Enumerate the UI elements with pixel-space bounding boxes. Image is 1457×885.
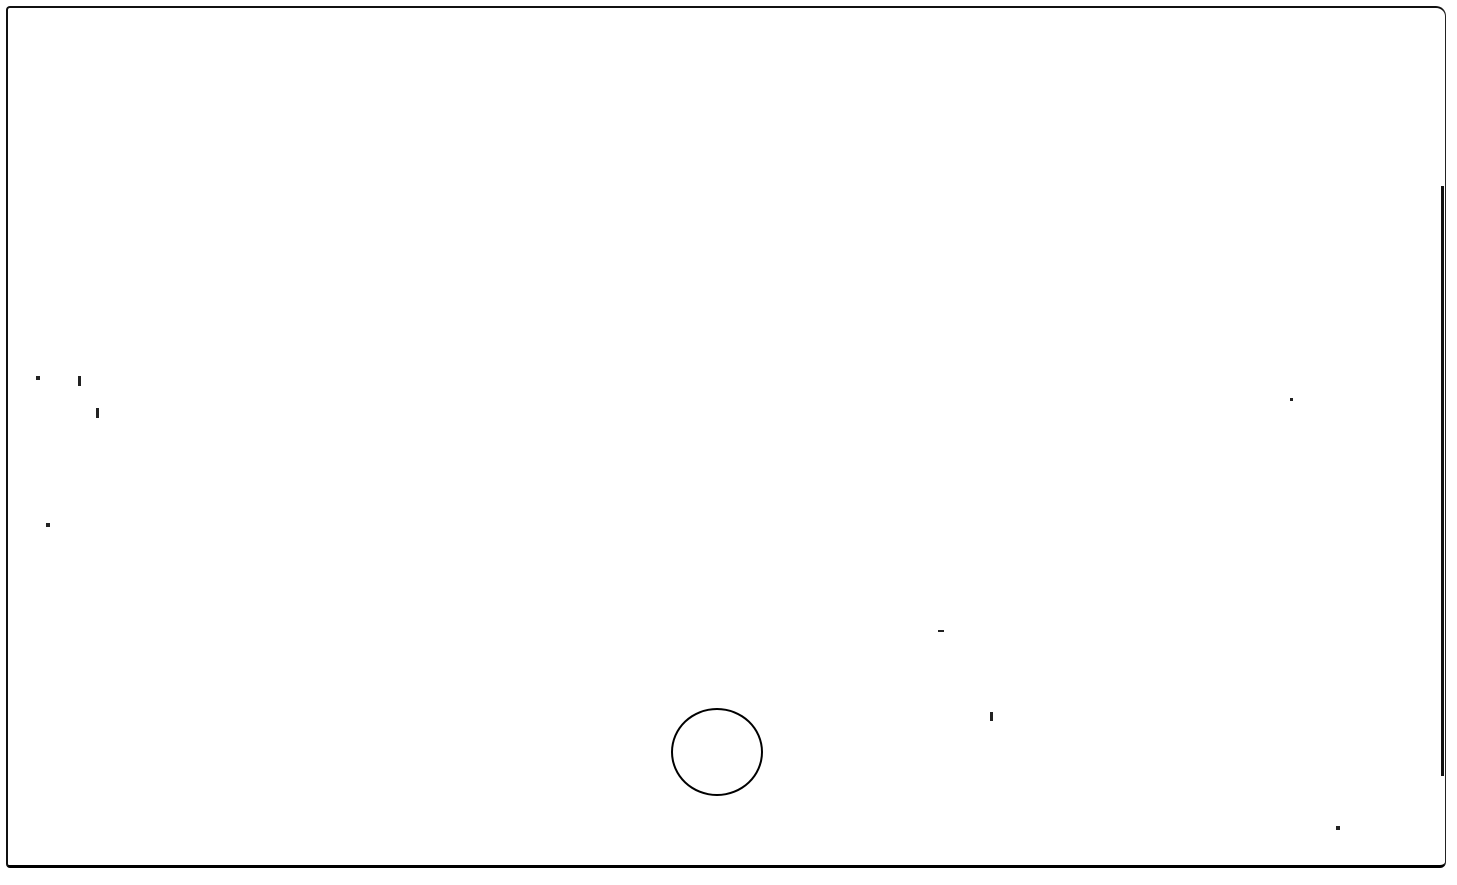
scan-speck	[96, 408, 99, 418]
card-right-edge-mark	[1441, 186, 1444, 776]
punch-hole	[671, 708, 763, 796]
scan-speck	[78, 376, 81, 386]
scan-speck	[1336, 826, 1340, 830]
scan-speck	[1290, 398, 1293, 401]
scan-speck	[938, 630, 944, 632]
scan-speck	[990, 712, 993, 721]
scan-speck	[36, 376, 40, 380]
scan-speck	[46, 523, 50, 527]
